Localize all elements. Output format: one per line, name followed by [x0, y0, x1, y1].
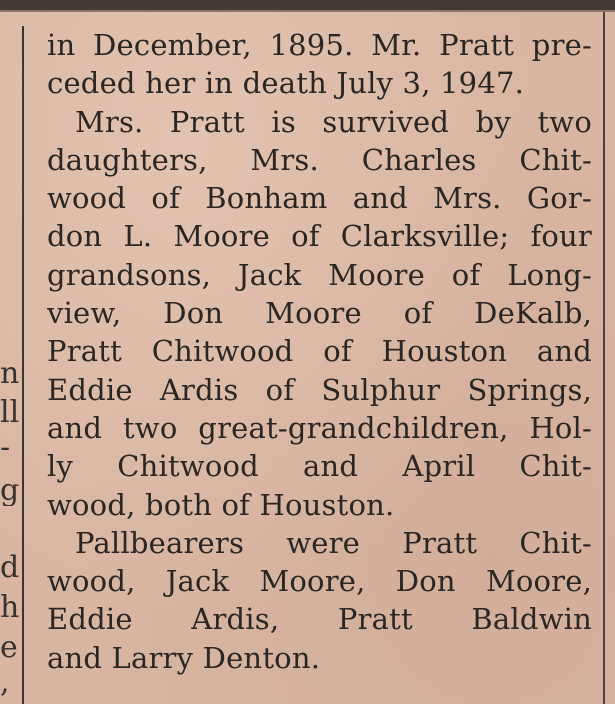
text-line: wood, Jack Moore, Don Moore,: [47, 564, 592, 599]
top-rule-shadow: [0, 10, 615, 12]
text-line: Eddie Ardis of Sulphur Springs,: [47, 372, 592, 407]
fragment-letter: g: [0, 476, 20, 506]
right-edge-rule: [603, 12, 605, 704]
text-line: in December, 1895. Mr. Pratt pre-: [47, 28, 592, 62]
text-line: grandsons, Jack Moore of Long-: [47, 257, 592, 292]
text-line: Eddie Ardis, Pratt Baldwin: [47, 602, 592, 637]
text-line: don L. Moore of Clarksville; four: [47, 219, 592, 254]
fragment-letter: -: [0, 433, 11, 463]
paragraph-continuation: [47, 26, 592, 103]
text-line: ly Chitwood and April Chit-: [47, 449, 592, 484]
fragment-letter: ll: [0, 398, 20, 428]
text-line: Pallbearers were Pratt Chit-: [75, 525, 592, 560]
article-column: [47, 26, 592, 677]
text-line: ceded her in death July 3, 1947.: [47, 66, 525, 101]
text-line: Mrs. Pratt is survived by two: [75, 104, 592, 139]
text-line: view, Don Moore of DeKalb,: [47, 296, 592, 331]
column-divider-rule: [22, 26, 24, 704]
fragment-letter: e: [0, 633, 18, 663]
fragment-letter: ,: [0, 668, 10, 698]
text-line: daughters, Mrs. Charles Chit-: [47, 142, 592, 177]
fragment-letter: d: [0, 553, 20, 583]
top-column-rule: [0, 0, 615, 10]
fragment-letter: h: [0, 593, 20, 623]
adjacent-column-fragments: [0, 0, 22, 704]
paragraph-pallbearers: [47, 524, 592, 677]
fragment-letter: n: [0, 359, 20, 389]
text-line: wood of Bonham and Mrs. Gor-: [47, 181, 592, 216]
text-line: and Larry Denton.: [47, 640, 321, 675]
text-line: and two great-grandchildren, Hol-: [47, 410, 592, 445]
text-line: wood, both of Houston.: [47, 487, 395, 522]
paragraph-survivors: [47, 103, 592, 524]
text-line: Pratt Chitwood of Houston and: [47, 334, 592, 369]
